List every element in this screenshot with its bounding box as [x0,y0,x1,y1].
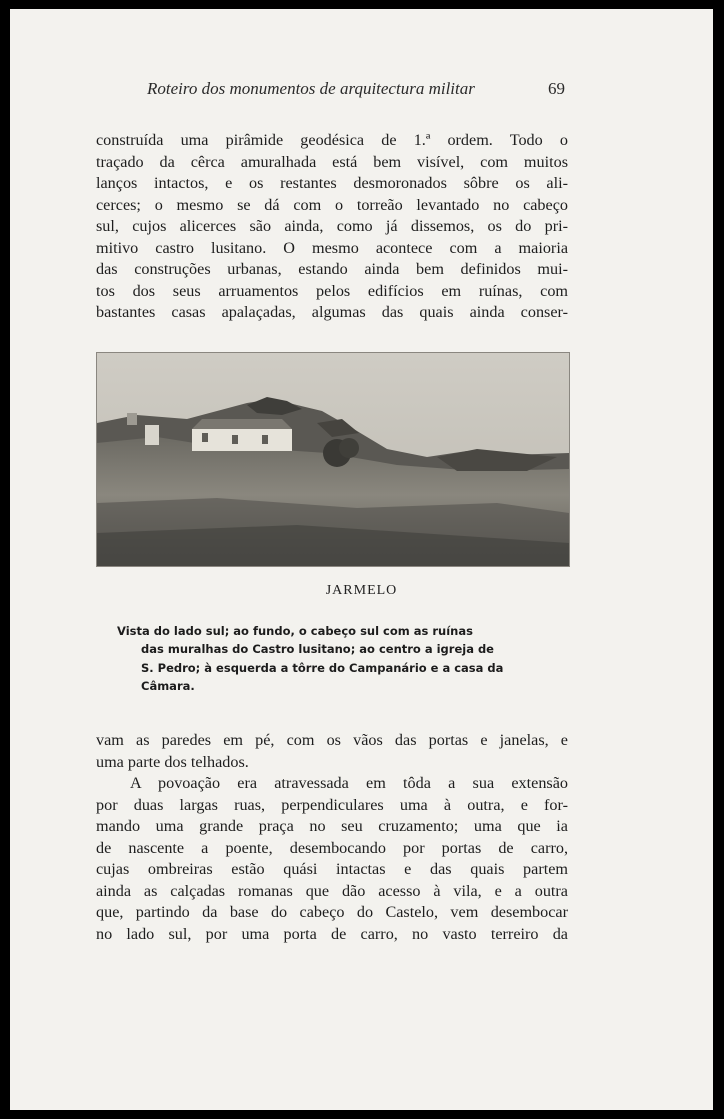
text-line: construída uma pirâmide geodésica de 1.ª ordem. Todo o [96,131,568,149]
text-line: ainda as calçadas romanas que dão acesso à vila, e a outra [96,881,568,900]
text-line: cujas ombreiras estão quási intactas e das quais partem [96,860,568,878]
text-line: sul, cujos alicerces são ainda, como já dissemos, os do pri- [96,217,568,235]
text-line: mando uma grande praça no seu cruzamento; uma que ia [96,817,568,835]
caption-line: Câmara. [141,679,195,694]
caption-line: das muralhas do Castro lusitano; ao centro a igreja de [141,642,494,657]
text-line: mitivo castro lusitano. O mesmo acontece com a maioria [96,238,568,257]
text-line: de nascente a poente, desembocando por portas de carro, [96,838,568,857]
figure-title: JARMELO [325,583,398,598]
paragraph-top [96,130,568,324]
running-title: Roteiro dos monumentos de arquitectura militar [147,79,475,98]
text-line: cerces; o mesmo se dá com o torreão levantado no cabeço [96,195,568,214]
text-line: vam as paredes em pé, com os vãos das portas e janelas, e [96,731,568,749]
caption-line: Vista do lado sul; ao fundo, o cabeço sul com as ruínas [117,624,473,638]
caption-line: S. Pedro; à esquerda a tôrre do Campanário e a casa da [141,660,504,675]
paragraph-bottom-2 [96,773,568,945]
photo-illustration [97,353,569,566]
text-line: A povoação era atravessada em tôda a sua extensão [130,774,568,792]
figure-caption [117,622,567,696]
text-line: no lado sul, por uma porta de carro, no vasto terreiro da [96,924,568,943]
book-page [10,9,713,1110]
text-line: por duas largas ruas, perpendiculares uma à outra, e for- [96,795,568,814]
text-line: traçado da cêrca amuralhada está bem visível, com muitos [96,152,568,171]
text-line: tos dos seus arruamentos pelos edifícios em ruínas, com [96,281,568,300]
text-line: uma parte dos telhados. [96,752,249,771]
text-line: bastantes casas apalaçadas, algumas das quais ainda conser- [96,303,568,321]
text-line: das construções urbanas, estando ainda bem definidos mui- [96,260,568,278]
paragraph-bottom-1 [96,730,568,773]
text-line: lanços intactos, e os restantes desmoronados sôbre os ali- [96,174,568,192]
text-line: que, partindo da base do cabeço do Castelo, vem desembocar [96,903,568,921]
landscape-photograph [96,352,570,567]
page-number: 69 [548,79,565,98]
